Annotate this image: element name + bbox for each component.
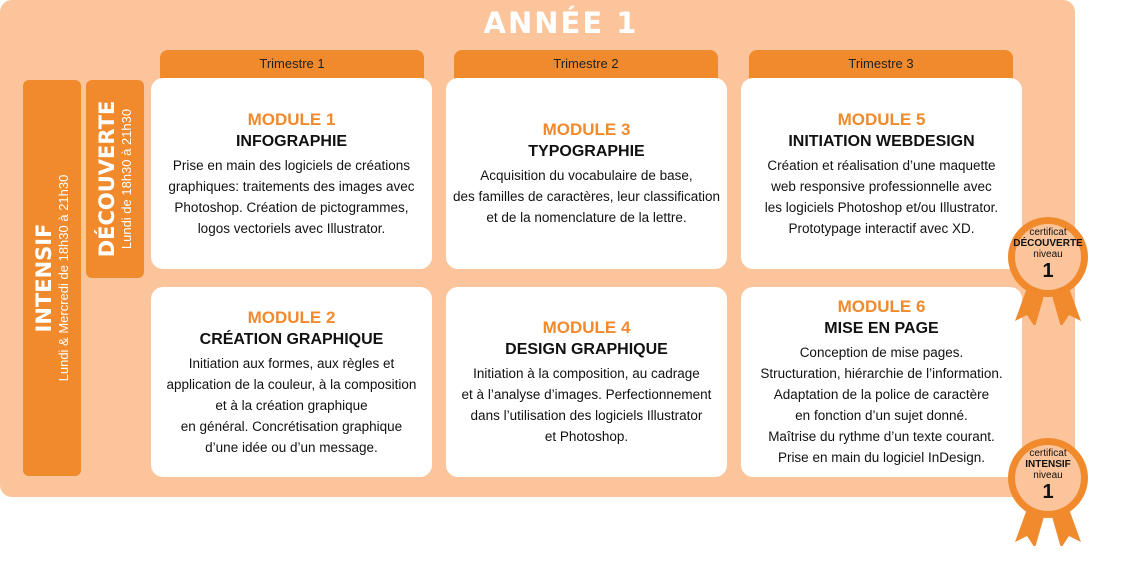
decouverte-schedule: Lundi de 18h30 à 21h30 — [119, 108, 134, 250]
certificate-label: certificat — [1029, 227, 1067, 238]
module-5-card — [741, 78, 1022, 269]
intensif-label: INTENSIF — [32, 223, 56, 333]
module-title: CRÉATION GRAPHIQUE — [199, 330, 384, 348]
module-title: DESIGN GRAPHIQUE — [505, 341, 668, 358]
module-description: Conception de mise pages. Structuration, hiérarchie de l’information. Adaptation de la police de caractère en fonction d’un sujet donné. Maîtrise du rythme d’un texte courant. Prise en main du logiciel InDesign. — [760, 345, 1003, 465]
module-number: MODULE 2 — [247, 307, 336, 327]
certificate-level: 1 — [1042, 260, 1054, 282]
module-description: Création et réalisation d’une maquette web responsive professionnelle avec les logiciels Photoshop et/ou Illustrator. Prototypage interactif avec XD. — [764, 157, 999, 236]
module-number: MODULE 3 — [542, 120, 631, 139]
trimester-3-header: Trimestre 3 — [749, 50, 1013, 80]
module-number: MODULE 1 — [247, 109, 336, 129]
certificate-name: DÉCOUVERTE — [1013, 238, 1083, 249]
trimester-1-header: Trimestre 1 — [160, 50, 424, 80]
module-4-card — [446, 287, 727, 477]
module-number: MODULE 6 — [837, 297, 926, 316]
trimester-2-header: Trimestre 2 — [454, 50, 718, 80]
module-description: Initiation aux formes, aux règles et application de la couleur, à la composition et à la création graphique en général. Concrétisation graphique d’une idée ou d’un message. — [166, 355, 417, 455]
certificate-level: 1 — [1042, 481, 1054, 503]
module-title: INITIATION WEBDESIGN — [788, 132, 975, 150]
module-3-card — [446, 78, 727, 269]
module-6-card — [741, 287, 1022, 477]
certificate-level-label: niveau — [1033, 470, 1063, 481]
certificate-level-label: niveau — [1033, 249, 1063, 260]
module-number: MODULE 4 — [542, 318, 631, 337]
module-description: Initiation à la composition, au cadrage et à l’analyse d’images. Perfectionnement dans l’utilisation des logiciels Illustrator et Photoshop. — [461, 366, 712, 444]
certificate-intensif-badge — [1003, 436, 1093, 546]
module-description: Prise en main des logiciels de créations graphiques: traitements des images avec Photoshop. Création de pictogrammes, logos vectoriels avec Illustrator. — [168, 157, 415, 236]
module-title: TYPOGRAPHIE — [528, 143, 645, 160]
certificate-label: certificat — [1029, 448, 1067, 459]
module-title: MISE EN PAGE — [824, 320, 939, 337]
intensif-schedule: Lundi & Mercredi de 18h30 à 21h30 — [56, 174, 71, 382]
module-number: MODULE 5 — [837, 109, 926, 129]
module-title: INFOGRAPHIE — [235, 132, 348, 150]
module-1-card — [151, 78, 432, 269]
intensif-bar — [23, 80, 81, 476]
year-title: ANNÉE 1 — [483, 6, 639, 40]
certificate-decouverte-badge — [1003, 215, 1093, 325]
module-description: Acquisition du vocabulaire de base, des familles de caractères, leur classification et de la nomenclature de la lettre. — [452, 168, 721, 225]
certificate-name: INTENSIF — [1025, 459, 1071, 470]
decouverte-bar — [86, 80, 144, 278]
module-2-card — [151, 287, 432, 477]
decouverte-label: DÉCOUVERTE — [95, 100, 119, 258]
